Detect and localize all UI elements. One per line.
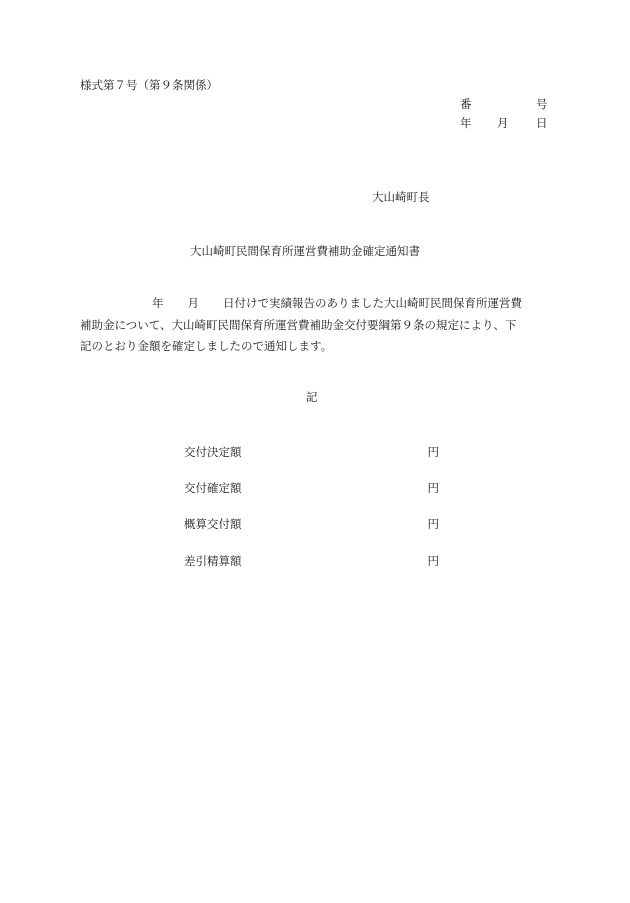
reference-number-label: 番 bbox=[460, 97, 472, 111]
date-month-label: 月 bbox=[497, 116, 509, 130]
reference-number-unit: 号 bbox=[536, 97, 548, 111]
form-identifier: 様式第７号（第９条関係） bbox=[80, 78, 218, 92]
body-paragraph-line-3: 記のとおり金額を確定しましたので通知します。 bbox=[80, 339, 333, 353]
date-year-label: 年 bbox=[460, 116, 472, 130]
amount-unit: 円 bbox=[427, 481, 439, 495]
amount-unit: 円 bbox=[427, 554, 439, 568]
amount-row-decided bbox=[184, 447, 439, 461]
amount-row-settlement bbox=[184, 556, 439, 570]
document-title: 大山崎町民間保育所運営費補助金確定通知書 bbox=[190, 244, 420, 258]
amount-label: 概算交付額 bbox=[184, 517, 242, 531]
amount-label: 交付確定額 bbox=[184, 481, 242, 495]
amount-row-confirmed bbox=[184, 483, 439, 497]
date-day-label: 日 bbox=[536, 116, 548, 130]
body-line-1-text: 日付けで実績報告のありました大山崎町民間保育所運営費 bbox=[223, 296, 522, 310]
amount-unit: 円 bbox=[427, 445, 439, 459]
body-year-label: 年 bbox=[152, 296, 164, 310]
amount-unit: 円 bbox=[427, 517, 439, 531]
body-month-label: 月 bbox=[187, 296, 199, 310]
body-paragraph-line-2: 補助金について、大山崎町民間保育所運営費補助金交付要綱第９条の規定により、下 bbox=[80, 318, 517, 332]
amount-label: 交付決定額 bbox=[184, 445, 242, 459]
amount-label: 差引精算額 bbox=[184, 554, 242, 568]
issuer-name: 大山崎町長 bbox=[372, 190, 430, 204]
body-paragraph-line-1 bbox=[80, 298, 522, 310]
ki-heading: 記 bbox=[306, 390, 318, 404]
amount-row-estimated bbox=[184, 519, 439, 533]
